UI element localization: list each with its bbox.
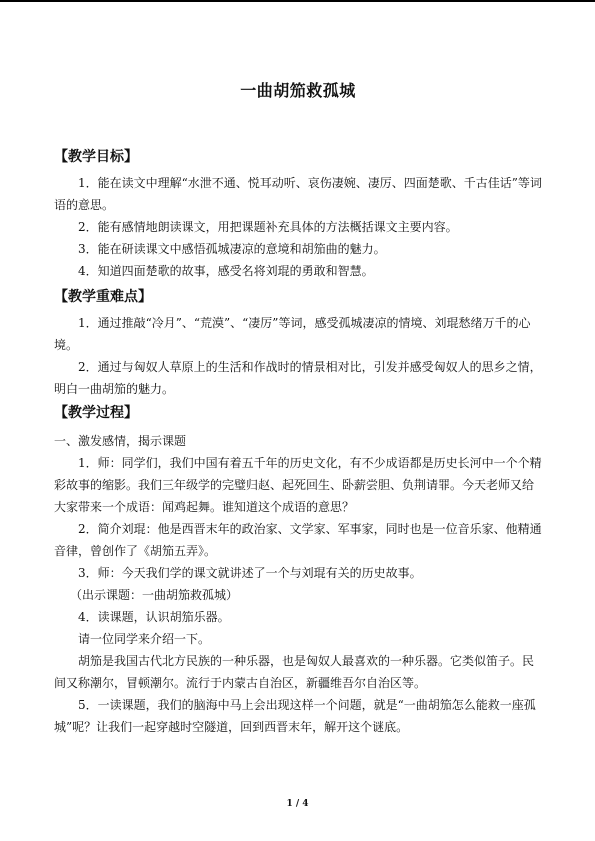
process-item-2: 2．简介刘琨：他是西晋末年的政治家、文学家、军事家，同时也是一位音乐家、他精通音律，曾创作了《胡笳五弄》。 bbox=[54, 522, 542, 558]
page-number: 1 / 4 bbox=[286, 799, 309, 809]
header-rule bbox=[0, 0, 595, 2]
section-heading-process: 【教学过程】 bbox=[54, 405, 138, 421]
key-point-item-2: 2．通过与匈奴人草原上的生活和作战时的情景相对比，引发并感受匈奴人的思乡之情，明白一曲胡笳的魅力。 bbox=[54, 360, 542, 396]
document-title: 一曲胡笳救孤城 bbox=[240, 81, 356, 100]
process-sub-heading: 一、激发感情，揭示课题 bbox=[54, 434, 187, 448]
process-item-title-shown: （出示课题：一曲胡笳救孤城） bbox=[70, 588, 239, 602]
process-item-1: 1．师：同学们，我们中国有着五千年的历史文化，有不少成语都是历史长河中一个个精彩故事的缩影。我们三年级学的完璧归赵、起死回生、卧薪尝胆、负荆请罪。今天老师又给大家带来一个成语：闻鸡起舞。谁知道这个成语的意思？ bbox=[54, 456, 542, 514]
section-heading-key-points: 【教学重难点】 bbox=[54, 289, 152, 305]
goal-item-4: 4．知道四面楚歌的故事，感受名将刘琨的勇敢和智慧。 bbox=[78, 264, 374, 278]
process-item-5: 5．一读课题，我们的脑海中马上会出现这样一个问题，就是“一曲胡笳怎么能救一座孤城”呢？让我们一起穿越时空隧道，回到西晋末年，解开这个谜底。 bbox=[54, 698, 536, 734]
process-item-4: 4．读课题，认识胡笳乐器。 bbox=[78, 610, 230, 624]
section-heading-goals: 【教学目标】 bbox=[54, 149, 138, 165]
process-item-intro-request: 请一位同学来介绍一下。 bbox=[78, 632, 211, 646]
process-item-hujia-description: 胡笳是我国古代北方民族的一种乐器，也是匈奴人最喜欢的一种乐器。它类似笛子。民间又称潮尔，冒顿潮尔。流行于内蒙古自治区，新疆维吾尔自治区等。 bbox=[54, 654, 535, 690]
goal-item-3: 3．能在研读课文中感悟孤城凄凉的意境和胡笳曲的魅力。 bbox=[78, 242, 386, 256]
process-item-3: 3．师：今天我们学的课文就讲述了一个与刘琨有关的历史故事。 bbox=[78, 566, 422, 580]
goal-item-2: 2．能有感情地朗读课文，用把课题补充具体的方法概括课文主要内容。 bbox=[78, 220, 458, 234]
goal-item-1: 1．能在读文中理解“水泄不通、悦耳动听、哀伤凄婉、凄厉、四面楚歌、千古佳话”等词语的意思。 bbox=[54, 176, 542, 212]
key-point-item-1: 1．通过推敲“冷月”、“荒漠”、“凄厉”等词，感受孤城凄凉的情境、刘琨愁绪万千的心境。 bbox=[54, 316, 531, 352]
